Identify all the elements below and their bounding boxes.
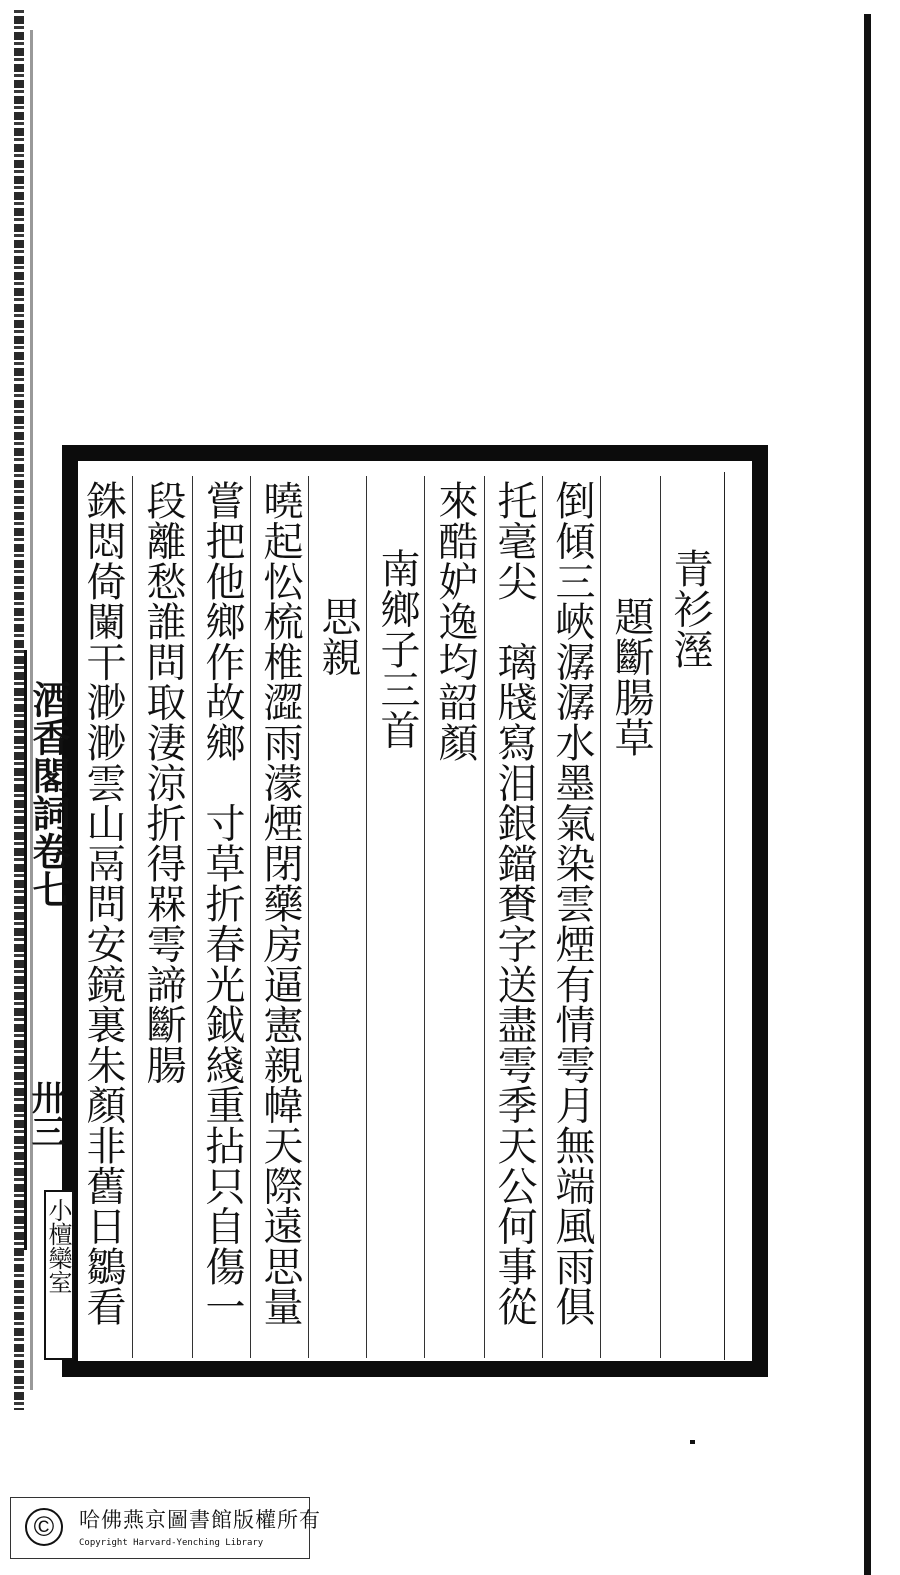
copyright-icon: © bbox=[25, 1508, 63, 1546]
column-rule bbox=[308, 476, 309, 1358]
column-rule bbox=[250, 476, 251, 1358]
column-rule bbox=[366, 476, 367, 1358]
column-rule bbox=[424, 476, 425, 1358]
text-column: 托毫尖 璃牋寫泪銀鐺賚字送盡雩季天公何事從 bbox=[491, 480, 537, 1327]
copyright-english: Copyright Harvard-Yenching Library bbox=[79, 1538, 264, 1548]
text-column: 段離愁誰問取淒涼折得槑雩諦斷腸 bbox=[140, 480, 186, 1085]
frame-inner-rule bbox=[724, 472, 725, 1360]
scan-right-edge bbox=[864, 14, 871, 1575]
ink-speck bbox=[690, 1440, 695, 1444]
column-rule bbox=[484, 476, 485, 1358]
page-number: 卅三 bbox=[25, 1080, 65, 1148]
copyright-stamp bbox=[10, 1497, 321, 1559]
book-title: 酒香閣詞卷七 bbox=[26, 680, 71, 908]
text-column: 銖悶倚闌干渺渺雲山鬲問安鏡裏朱顏非舊日鶵看 bbox=[80, 480, 126, 1327]
text-column: 曉起忪梳椎澀雨濛煙閉藥房逼憲親幃天際遠思量 bbox=[257, 480, 303, 1327]
poem-subtitle: 題斷腸草 bbox=[608, 596, 654, 758]
poem-title: 青衫溼 bbox=[667, 548, 713, 669]
scan-gutter-left bbox=[14, 10, 24, 1410]
column-rule bbox=[132, 476, 133, 1358]
text-column: 倒傾三峽潺潺水墨氣染雲煙有情雩月無端風雨俱 bbox=[549, 480, 595, 1327]
copyright-text: 哈佛燕京圖書館版權所有 bbox=[79, 1508, 321, 1532]
studio-name: 小檀欒室 bbox=[44, 1190, 74, 1360]
column-rule bbox=[600, 476, 601, 1358]
column-rule bbox=[192, 476, 193, 1358]
section-subheading: 思親 bbox=[315, 596, 361, 677]
text-column: 嘗把他鄉作故鄉 寸草折春光鉞綫重拈只自傷一 bbox=[199, 480, 245, 1327]
section-heading: 南鄉子三首 bbox=[374, 548, 420, 750]
column-rule bbox=[660, 476, 661, 1358]
text-column: 來酷妒逸均韶顏 bbox=[432, 480, 478, 763]
column-rule bbox=[542, 476, 543, 1358]
